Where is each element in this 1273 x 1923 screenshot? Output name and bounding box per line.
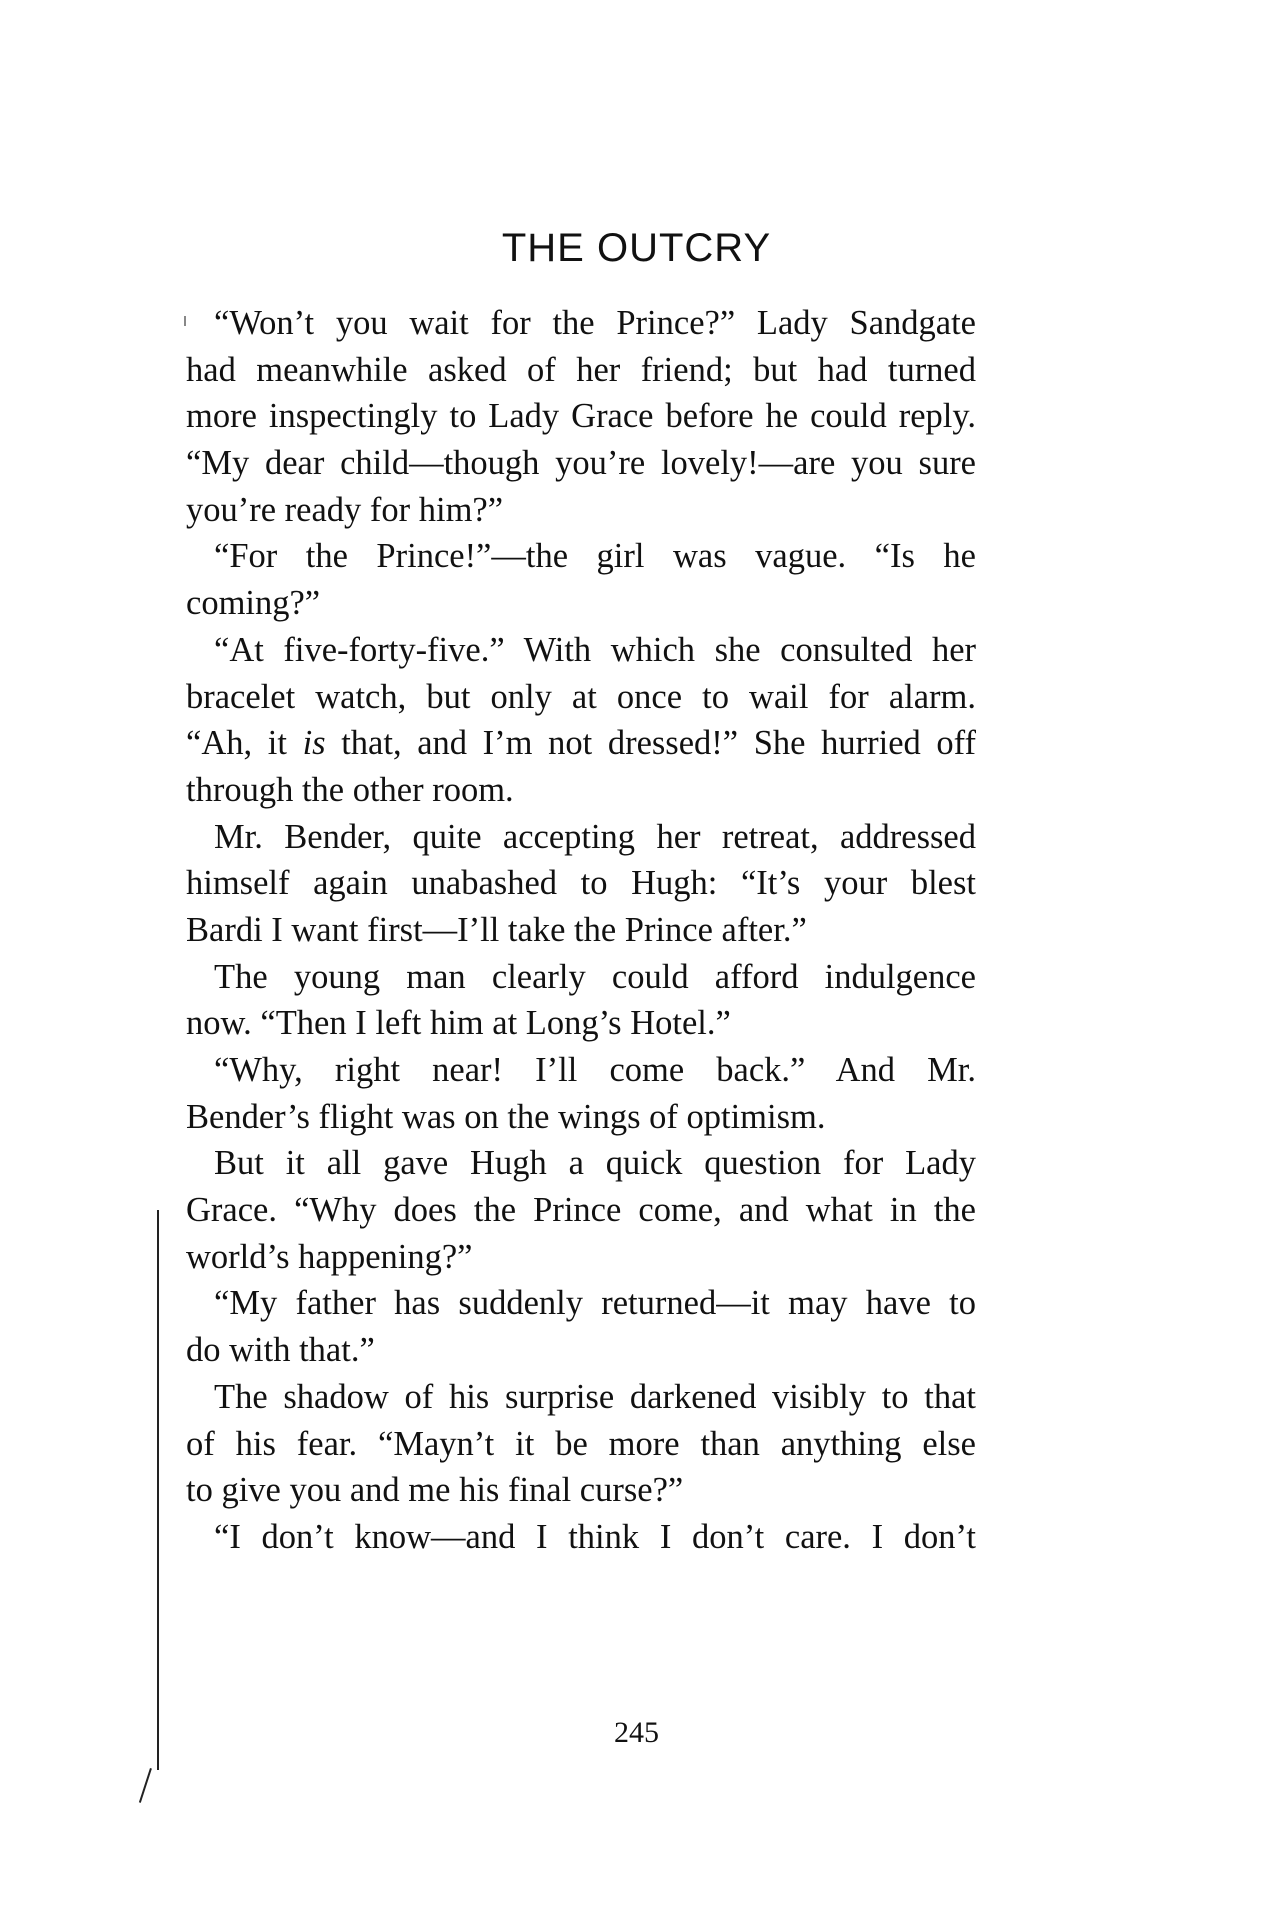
text-line: himself again unabashed to Hugh: “It’s your blest xyxy=(186,864,976,903)
text-line: Mr. Bender, quite accepting her retreat, addressed xyxy=(214,817,976,856)
text-line: “My dear child—though you’re lovely!—are you sure xyxy=(186,444,976,483)
text-line: “Ah, it is that, and I’m not dressed!” She hurried off xyxy=(186,724,976,763)
text-line: Bardi I want first—I’ll take the Prince after.” xyxy=(186,910,807,949)
text-line: do with that.” xyxy=(186,1331,375,1370)
text-line: had meanwhile asked of her friend; but had turned xyxy=(186,350,976,389)
text-line: now. “Then I left him at Long’s Hotel.” xyxy=(186,1004,731,1043)
text-line: The young man clearly could afford indulgence xyxy=(214,957,976,996)
text-line: more inspectingly to Lady Grace before he could reply. xyxy=(186,397,976,436)
text-line: “My father has suddenly returned—it may have to xyxy=(214,1284,976,1323)
text-line: “Why, right near! I’ll come back.” And Mr. xyxy=(214,1051,976,1089)
text-line: The shadow of his surprise darkened visibly to that xyxy=(214,1377,976,1416)
text-line: of his fear. “Mayn’t it be more than anything else xyxy=(186,1424,976,1463)
text-line: coming?” xyxy=(186,584,321,623)
text-line: But it all gave Hugh a quick question for Lady xyxy=(214,1144,976,1183)
text-line: through the other room. xyxy=(186,770,514,809)
margin-line xyxy=(157,1210,159,1770)
text-line: bracelet watch, but only at once to wail for alarm. xyxy=(186,677,976,716)
running-head: THE OUTCRY xyxy=(501,226,772,270)
page-number: 245 xyxy=(614,1716,659,1749)
margin-line-end xyxy=(139,1768,152,1803)
text-line: “I don’t know—and I think I don’t care. I don’t xyxy=(214,1517,976,1556)
text-line: world’s happening?” xyxy=(186,1237,473,1276)
text-line: “At five-forty-five.” With which she consulted her xyxy=(214,630,976,669)
body-text xyxy=(186,300,976,1561)
text-line: to give you and me his final curse?” xyxy=(186,1471,684,1510)
text-line: you’re ready for him?” xyxy=(186,490,504,529)
emphasis: is xyxy=(302,724,326,763)
text-line: Grace. “Why does the Prince come, and what in the xyxy=(186,1191,976,1230)
text-line: “For the Prince!”—the girl was vague. “Is he xyxy=(214,537,976,576)
text-line: Bender’s flight was on the wings of optimism. xyxy=(186,1097,826,1136)
text-line: “Won’t you wait for the Prince?” Lady Sandgate xyxy=(214,304,976,342)
